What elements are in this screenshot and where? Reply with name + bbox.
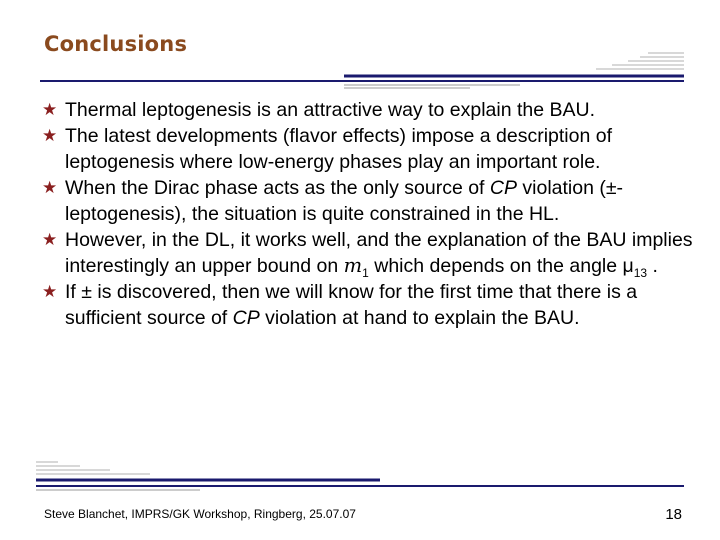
star-bullet-icon: ★ bbox=[42, 178, 58, 197]
star-bullet-icon: ★ bbox=[42, 230, 58, 249]
bullet-text: If ± is discovered, then we will know for the first time that there is a sufficient source of CP violation at hand to explain the BAU. bbox=[65, 281, 638, 329]
star-bullet-icon: ★ bbox=[42, 126, 58, 145]
bullet-text: However, in the DL, it works well, and the explanation of the BAU implies interestingly an upper bound on $m_1$ which depends on the angle $\mu_{13}$ . bbox=[65, 229, 693, 280]
slide-title: Conclusions bbox=[44, 32, 188, 56]
star-bullet-icon: ★ bbox=[42, 282, 58, 301]
bullet-text: The latest developments (flavor effects) impose a description of leptogenesis where low-energy phases play an important role. bbox=[65, 125, 612, 173]
page-number: 18 bbox=[665, 506, 682, 523]
bullet-text: Thermal leptogenesis is an attractive way to explain the BAU. bbox=[65, 99, 596, 121]
math-symbol: m bbox=[343, 254, 363, 277]
bullet-item bbox=[40, 97, 700, 123]
footer-text: Steve Blanchet, IMPRS/GK Workshop, Ringberg, 25.07.07 bbox=[44, 507, 356, 521]
bullet-item bbox=[40, 227, 700, 279]
bullet-item bbox=[40, 175, 700, 227]
bullet-list bbox=[40, 97, 700, 331]
bullet-text: When the Dirac phase acts as the only source of CP violation (±-leptogenesis), the situation is quite constrained in the HL. bbox=[65, 177, 624, 225]
bullet-item bbox=[40, 279, 700, 331]
star-bullet-icon: ★ bbox=[42, 100, 58, 119]
bullet-item bbox=[40, 123, 700, 175]
